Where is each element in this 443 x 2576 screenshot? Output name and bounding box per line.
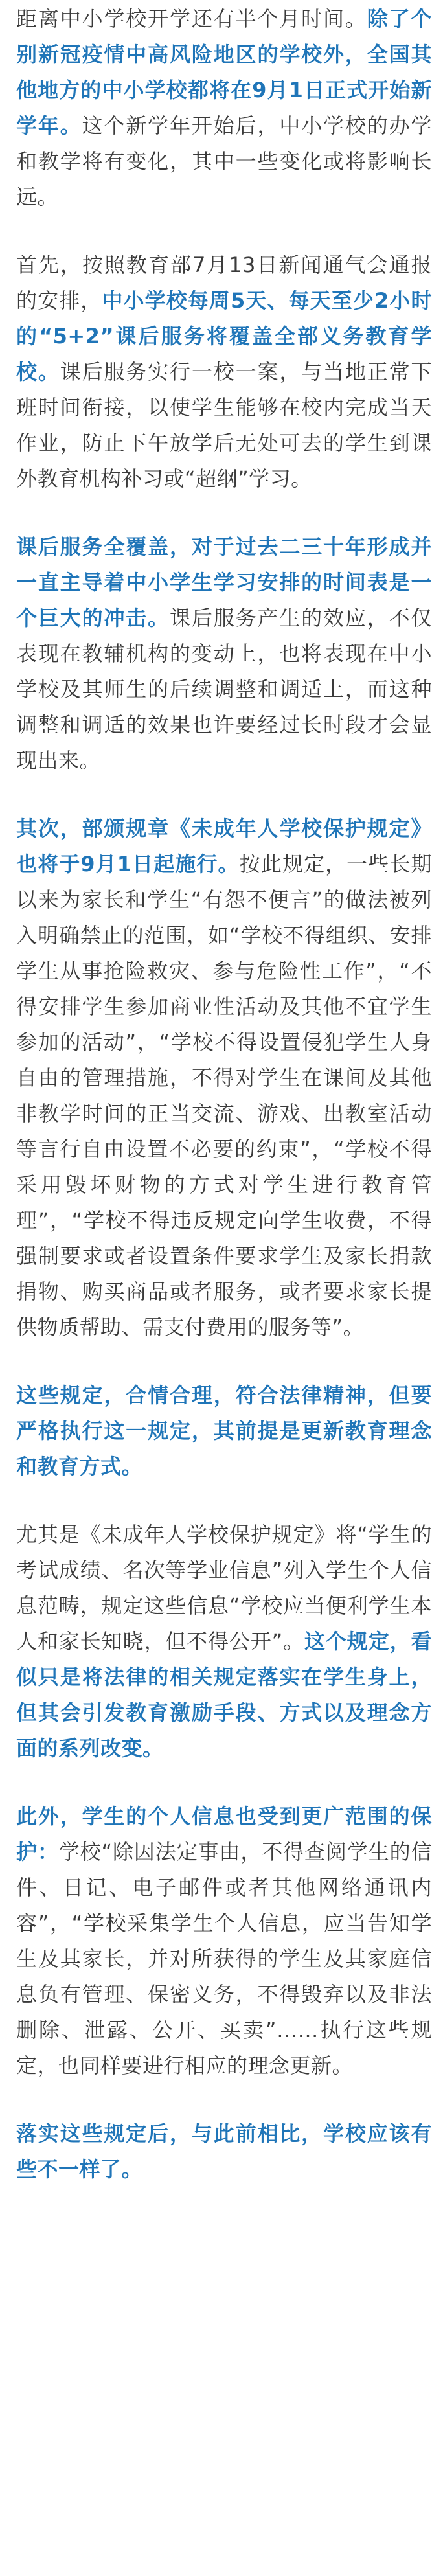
text-span: 学校“除因法定事由，不得查阅学生的信件、日记、电子邮件或者其他网络通讯内容”，“学校采集学生个人信息，应当告知学生及其家长，并对所获得的学生及其家庭信息负有管理、保密义务，不得毁弃以及非法删除、泄露、公开、买卖”……执行这些规定，也同样要进行相应的理念更新。 [16, 1840, 432, 2078]
text-span: 课后服务产生的效应，不仅表现在教辅机构的变动上，也将表现在中小学校及其师生的后续调整和调适上，而这种调整和调适的效果也许要经过长时段才会显现出来。 [16, 606, 432, 773]
paragraph [16, 1378, 432, 1485]
paragraph [16, 1799, 432, 2084]
highlight-span: 这个规定，看似只是将法律的相关规定落实在学生身上，但其会引发教育激励手段、方式以及理念方面的系列改变。 [16, 1629, 432, 1761]
paragraph [16, 247, 432, 497]
paragraph [16, 2116, 432, 2187]
text-span: 距离中小学校开学还有半个月时间。 [16, 6, 367, 31]
text-span: 尤其是《未成年人学校保护规定》将“学生的考试成绩、名次等学业信息”列入学生个人信息范畴，规定这些信息“学校应当便利学生本人和家长知晓，但不得公开”。 [16, 1522, 432, 1654]
paragraph [16, 1517, 432, 1766]
paragraph [16, 811, 432, 1345]
text-span: 首先，按照教育部7月13日新闻通气会通报的安排， [16, 253, 432, 313]
text-span: 这个新学年开始后，中小学校的办学和教学将有变化，其中一些变化或将影响长远。 [16, 113, 432, 209]
paragraph [16, 529, 432, 779]
highlight-span: 课后服务全覆盖，对于过去二三十年形成并一直主导着中小学生学习安排的时间表是一个巨大的冲击。 [16, 534, 432, 630]
highlight-span: 除了个别新冠疫情中高风险地区的学校外，全国其他地方的中小学校都将在9月1日正式开始新学年。 [16, 6, 432, 138]
text-span: 按此规定，一些长期以来为家长和学生“有怨不便言”的做法被列入明确禁止的范围，如“学校不得组织、安排学生从事抢险救灾、参与危险性工作”，“不得安排学生参加商业性活动及其他不宜学生参加的活动”，“学校不得设置侵犯学生人身自由的管理措施，不得对学生在课间及其他非教学时间的正当交流、游戏、出教室活动等言行自由设置不必要的约束”，“学校不得采用毁坏财物的方式对学生进行教育管理”，“学校不得违反规定向学生收费，不得强制要求或者设置条件要求学生及家长捐款捐物、购买商品或者服务，或者要求家长提供物质帮助、需支付费用的服务等”。 [16, 852, 432, 1339]
highlight-span: 此外，学生的个人信息也受到更广范围的保护： [16, 1804, 432, 1864]
paragraph [16, 1, 432, 215]
highlight-span: 中小学校每周5天、每天至少2小时的“5+2”课后服务将覆盖全部义务教育学校。 [16, 288, 432, 384]
text-span: 课后服务实行一校一案，与当地正常下班时间衔接，以使学生能够在校内完成当天作业，防止下午放学后无处可去的学生到课外教育机构补习或“超纲”学习。 [16, 359, 432, 491]
highlight-span: 这些规定，合情合理，符合法律精神，但要严格执行这一规定，其前提是更新教育理念和教育方式。 [16, 1383, 432, 1479]
highlight-span: 落实这些规定后，与此前相比，学校应该有些不一样了。 [16, 2121, 432, 2182]
highlight-span: 其次，部颁规章《未成年人学校保护规定》也将于9月1日起施行。 [16, 816, 432, 876]
